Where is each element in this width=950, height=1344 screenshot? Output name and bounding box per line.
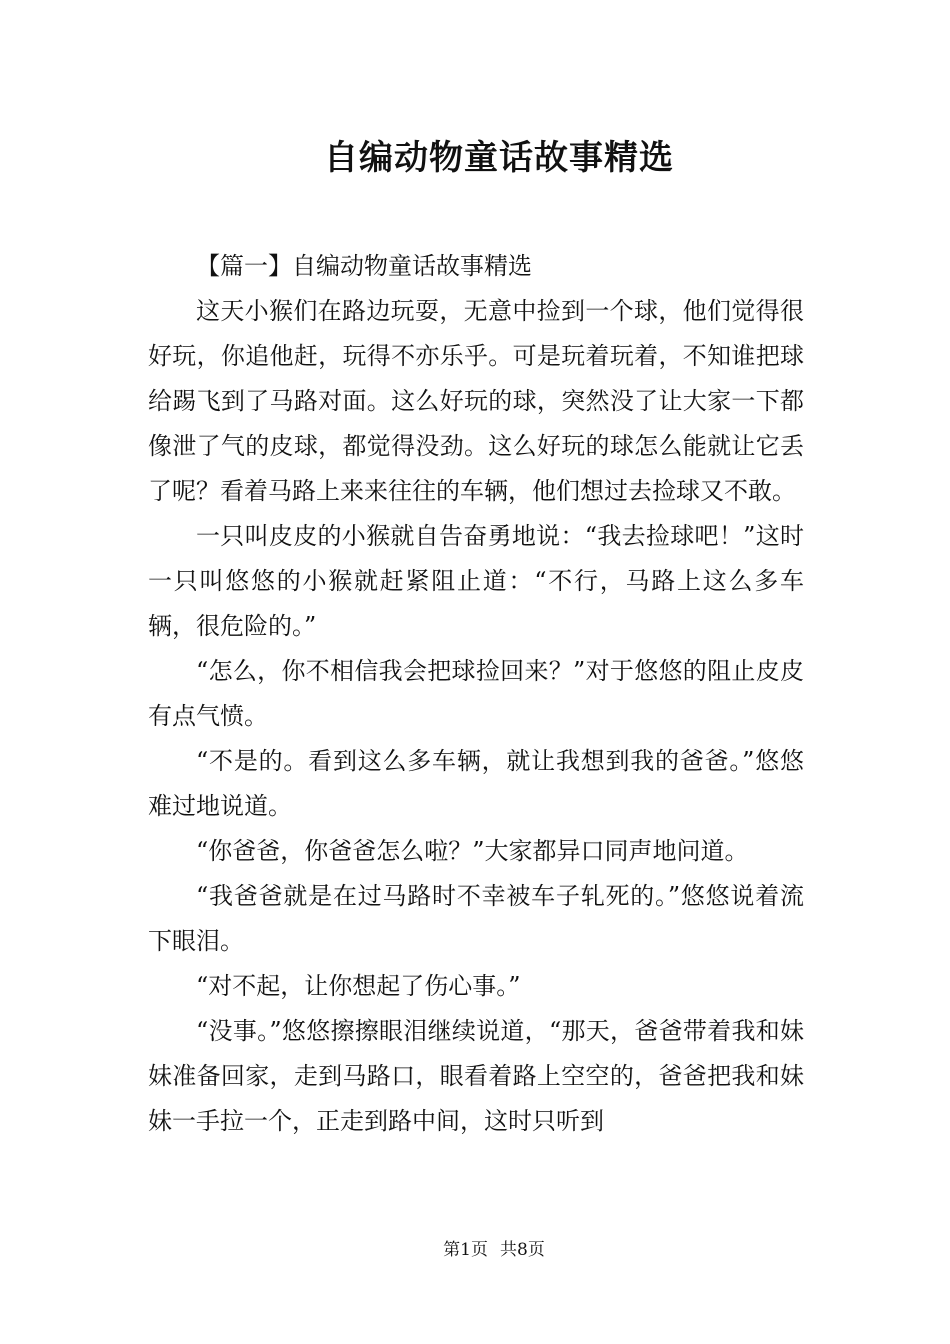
document-body [148,244,804,1144]
page-number: 第1页 [443,1240,488,1260]
paragraph: 一只叫皮皮的小猴就自告奋勇地说：“我去捡球吧！”这时一只叫悠悠的小猴就赶紧阻止道：“不行，马路上这么多车辆，很危险的。” [148,522,804,640]
paragraph: “不是的。看到这么多车辆，就让我想到我的爸爸。”悠悠难过地说道。 [148,747,804,820]
paragraph: “你爸爸，你爸爸怎么啦？”大家都异口同声地问道。 [196,837,749,865]
page-total: 共8页 [500,1240,545,1260]
paragraph: “怎么，你不相信我会把球捡回来？”对于悠悠的阻止皮皮有点气愤。 [148,657,804,730]
paragraph: “我爸爸就是在过马路时不幸被车子轧死的。”悠悠说着流下眼泪。 [148,882,804,955]
paragraph: “对不起，让你想起了伤心事。” [196,972,521,1000]
document-title: 自编动物童话故事精选 [324,138,674,178]
paragraph: “没事。”悠悠擦擦眼泪继续说道，“那天，爸爸带着我和妹妹准备回家，走到马路口，眼看着路上空空的，爸爸把我和妹妹一手拉一个，正走到路中间，这时只听到 [148,1017,804,1135]
page-footer [0,1238,950,1262]
paragraph: 这天小猴们在路边玩耍，无意中捡到一个球，他们觉得很好玩，你追他赶，玩得不亦乐乎。可是玩着玩着，不知谁把球给踢飞到了马路对面。这么好玩的球，突然没了让大家一下都像泄了气的皮球，都觉得没劲。这么好玩的球怎么能就让它丢了呢？看着马路上来来往往的车辆，他们想过去捡球又不敢。 [148,297,804,505]
section-heading: 【篇一】自编动物童话故事精选 [196,252,532,280]
